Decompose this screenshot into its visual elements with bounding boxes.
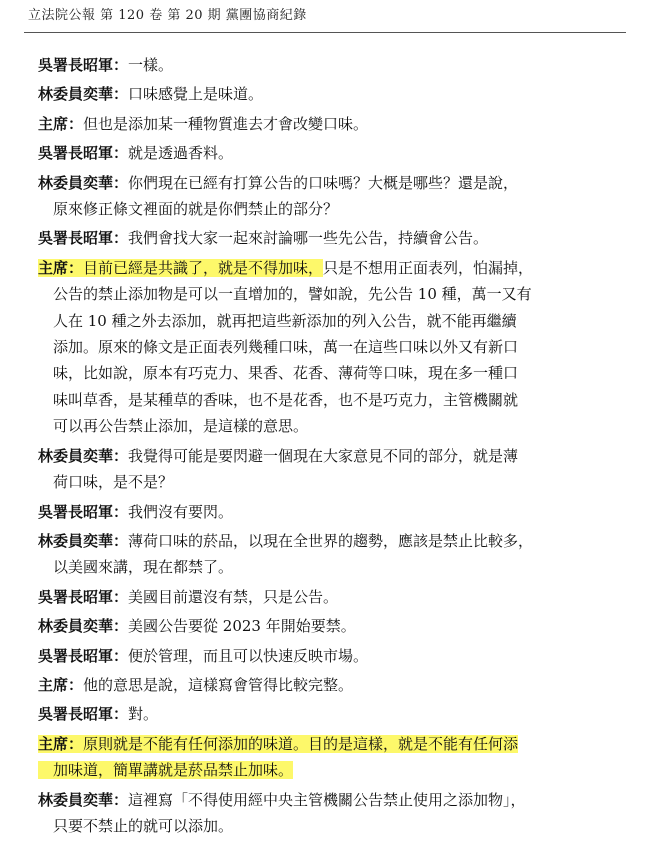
transcript-body [38,52,618,842]
transcript-entry [38,613,618,639]
speech-line: 這裡寫「不得使用經中央主管機關公告禁止使用之添加物」， [128,790,526,809]
speech-line: 以美國來講，現在都禁了。 [53,558,234,577]
transcript-entry [38,111,618,137]
transcript-entry [38,81,618,107]
speaker-label: 主席： [38,675,84,694]
transcript-entry [38,170,618,223]
speaker-label: 吳署長昭軍： [38,705,129,724]
speaker-label: 林委員奕華： [38,446,129,465]
gazette-header: 立法院公報 第 120 卷 第 20 期 黨團協商紀錄 [28,8,307,23]
speech-line: 便於管理，而且可以快速反映市場。 [128,646,369,665]
transcript-entry [38,528,618,581]
speech-line: 味叫草香，是某種草的香味，也不是花香，也不是巧克力，主管機關就 [53,390,519,409]
speaker-label: 林委員奕華： [38,531,129,550]
speech-line: 就是透過香料。 [128,144,234,163]
speech-line: 只要不禁止的就可以添加。 [53,816,234,835]
speech-line: 美國公告要從 2023 年開始要禁。 [128,617,356,636]
speech-line: 加味道，簡單講就是菸品禁止加味。 [38,761,293,779]
speaker-label: 主席： [38,734,84,753]
transcript-entry [38,255,618,440]
speech-line: 原來修正條文裡面的就是你們禁止的部分？ [53,200,339,219]
speech-line: 人在 10 種之外去添加，就再把這些新添加的列入公告，就不能再繼續 [53,311,517,330]
speaker-label: 吳署長昭軍： [38,587,129,606]
speech-line: 我們會找大家一起來討論哪一些先公告，持續會公告。 [128,229,489,248]
transcript-entry [38,443,618,496]
speaker-label: 吳署長昭軍： [38,229,129,248]
speech-line: 對。 [128,705,159,724]
speech-line: 荷口味，是不是？ [53,473,174,492]
speaker-label: 主席： [38,258,84,277]
speech-line: 味，比如說，原本有巧克力、果香、花香、薄荷等口味，現在多一種口 [53,364,519,383]
transcript-entry [38,643,618,669]
speech-line: 美國目前還沒有禁，只是公告。 [128,587,339,606]
speech-line: 公告的禁止添加物是可以一直增加的，譬如說，先公告 10 種，萬一又有 [53,285,532,304]
speaker-label: 林委員奕華： [38,790,129,809]
speech-line: 原則就是不能有任何添加的味道。目的是這樣，就是不能有任何添 [83,734,519,753]
speech-line: 我覺得可能是要閃避一個現在大家意見不同的部分，就是薄 [128,446,519,465]
highlighted-text: 目前已經是共識了，就是不得加味， [83,258,324,277]
speech-line: 薄荷口味的菸品，以現在全世界的趨勢，應該是禁止比較多， [128,531,534,550]
transcript-entry [38,787,618,840]
transcript-entry [38,672,618,698]
speaker-label: 吳署長昭軍： [38,56,129,74]
speech-line: 但也是添加某一種物質進去才會改變口味。 [83,114,369,133]
transcript-entry [38,731,618,784]
speaker-label: 林委員奕華： [38,617,129,636]
speaker-label: 林委員奕華： [38,173,129,192]
header-divider [24,32,626,33]
transcript-entry [38,499,618,525]
speech-line: 我們沒有要閃。 [128,502,234,521]
speech-line: 可以再公告禁止添加，是這樣的意思。 [53,417,309,436]
speech-line: 他的意思是說，這樣寫會管得比較完整。 [83,675,354,694]
transcript-entry [38,140,618,166]
speech-line: 一樣。 [128,56,174,74]
transcript-entry [38,52,618,78]
speech-line: 口味感覺上是味道。 [128,85,264,104]
speaker-label: 吳署長昭軍： [38,646,129,665]
speaker-label: 林委員奕華： [38,85,129,104]
transcript-entry [38,584,618,610]
speaker-label: 主席： [38,114,84,133]
speech-line: 你們現在已經有打算公告的口味嗎？大概是哪些？還是說， [128,173,519,192]
speaker-label: 吳署長昭軍： [38,144,129,163]
transcript-entry [38,225,618,251]
speaker-label: 吳署長昭軍： [38,502,129,521]
transcript-entry [38,701,618,727]
speech-line: 添加。原來的條文是正面表列幾種口味，萬一在這些口味以外又有新口 [53,338,519,357]
speech-line: 只是不想用正面表列，怕漏掉， [323,258,534,277]
